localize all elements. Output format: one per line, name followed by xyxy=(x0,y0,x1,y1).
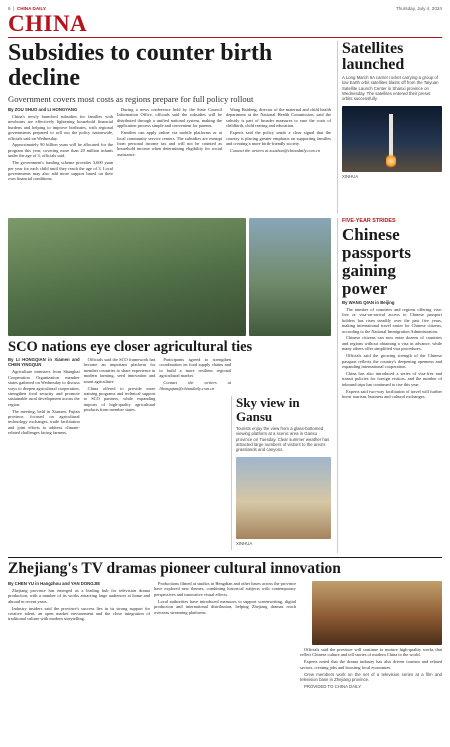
zhejiang-body xyxy=(8,581,442,691)
farm-field-photo[interactable] xyxy=(8,218,246,336)
sco-photos xyxy=(8,218,331,336)
zhejiang-paragraph: Zhejiang province has emerged as a leading hub for television drama production, with a number of its works attracting large audiences at home and abroad in recent years. xyxy=(8,587,150,604)
sco-paragraph: China offered to provide more training programs and technical support to SCO partners, while expanding imports of high-quality agricultural products from member states. xyxy=(83,385,156,413)
sco-paragraph: Officials said the SCO framework has become an important platform for member countries to share experience in modern farming, seed innovation and smart agriculture. xyxy=(83,357,156,384)
sco-story xyxy=(8,218,331,553)
passport-headline[interactable]: Chinese passports gaining power xyxy=(342,225,411,298)
birth-paragraph: China's newly launched subsidies for families with newborns are effectively lightening household financial burdens and helping to improve birthrates, with regional governments prepared to roll out the policy nationwide, officials said on Wednesday. xyxy=(8,113,113,141)
rocket-launch-photo[interactable] xyxy=(342,106,442,172)
passport-paragraph: Experts said two-way facilitation of travel will further boost tourism, business and cultural exchanges. xyxy=(342,388,442,399)
zhejiang-paragraph: Experts noted that the drama industry has also driven tourism and related sectors, creating jobs and boosting local economies. xyxy=(300,659,442,670)
birth-paragraph: During a news conference held by the State Council Information Office, officials said the subsidies will be distributed through a unified national system, making the application process simple and convenient for parents. xyxy=(117,107,222,129)
sco-column-2 xyxy=(84,357,156,437)
zhejiang-story xyxy=(8,560,442,746)
sco-byline: By LI HONGQIAN in Xiamen and CHEN YINGQUN xyxy=(8,357,80,368)
passport-kicker: FIVE-YEAR STRIDES xyxy=(342,218,396,224)
sco-column-1 xyxy=(8,357,80,437)
sky-story xyxy=(231,396,331,550)
zhejiang-paragraph: Local authorities have introduced measures to support screenwriting, digital production and international distribution, helping Zhejiang dramas reach overseas streaming platforms. xyxy=(154,598,296,615)
gansu-sky-photo[interactable] xyxy=(236,457,331,539)
birth-headline[interactable]: Subsidies to counter birth decline xyxy=(8,40,273,91)
zhejiang-credit: PROVIDED TO CHINA DAILY xyxy=(304,683,362,689)
birth-deck: Government covers most costs as regions prepare for full policy rollout xyxy=(8,94,254,104)
masthead: 6 | CHINA DAILY Thursday, July 4, 2024 xyxy=(8,5,442,11)
passport-paragraph: The number of countries and regions offering visa-free or visa-on-arrival access to Chinese passport holders has risen steadily over the past five years, making international travel easier for Chinese citizens, according to the National Immigration Administration. xyxy=(342,306,442,334)
sco-paragraph: Agriculture ministers from Shanghai Cooperation Organization member states gathered on Wednesday to discuss ways to deepen agricultural cooperation, strengthen food security and promote sustainable rural development across the region. xyxy=(8,369,80,407)
birth-paragraph: The government's funding scheme provides 3,600 yuan per year for each child until they reach the age of 3. Local governments may also add more support based on their own financial conditions. xyxy=(8,160,113,182)
birth-story xyxy=(8,41,331,214)
birth-paragraph: Wang Haidong, director of the maternal and child health department at the National Health Commission, said the subsidy is part of broader measures to ease the costs of childbirth, child rearing and education. xyxy=(226,107,331,129)
birth-paragraph: Families can apply online via mobile platforms or at local community service centers. The subsidies are exempt from personal income tax and will not be counted as household income when determining eligibility for social assistance. xyxy=(117,130,222,157)
zhejiang-caption: Crew members work on the set of a television series at a film and television base in Zhejiang province. xyxy=(300,671,442,682)
farm-worker-photo[interactable] xyxy=(249,218,331,336)
sco-paragraph: Participants agreed to strengthen coordination on food supply chains and to build a more resilient regional agricultural market. xyxy=(159,357,232,379)
satellite-caption: A Long March 6A carrier rocket carrying a group of low Earth orbit satellites blasts off from the Taiyuan Satellite Launch Center in Shanxi province on Wednesday. The satellites entered their preset orbits successfully. xyxy=(342,75,439,102)
bottom-band xyxy=(8,557,442,746)
birth-body xyxy=(8,107,331,183)
birth-paragraph: Approximately 90 billion yuan will be allocated for the program this year, covering more than 20 million infants under the age of 3, officials said. xyxy=(8,142,113,159)
issue-date: Thursday, July 4, 2024 xyxy=(395,5,442,11)
sco-paragraph: The meeting, held in Xiamen, Fujian province, focused on agricultural technology exchanges, trade facilitation and joint efforts to address climate-related challenges facing farmers. xyxy=(8,408,80,436)
zhejiang-paragraph: Productions filmed at studios in Hengdian and other bases across the province have explored new themes, combining historical subjects with contemporary perspectives and innovative visual effects. xyxy=(154,581,296,597)
satellite-headline[interactable]: Satellites launched xyxy=(342,40,405,73)
rocket-flame xyxy=(386,154,396,168)
zhejiang-paragraph: Industry insiders said the province's success lies in its strong support for creative talent, an open market environment and the close integration of traditional culture with modern storytelling. xyxy=(8,605,150,622)
page-number: 6 xyxy=(8,5,11,11)
zhejiang-column-1 xyxy=(8,581,150,691)
satellite-credit: XINHUA xyxy=(342,173,359,179)
zhejiang-paragraph: Officials said the province will continue to nurture high-quality works that reflect Chinese culture and tell stories of modern China to the world. xyxy=(300,647,442,658)
birth-column-2 xyxy=(117,107,222,183)
sco-contact: Contact the writers at lihongqian@chinadaily.com.cn xyxy=(159,380,232,391)
sco-headline[interactable]: SCO nations eye closer agricultural ties xyxy=(8,339,253,355)
section-title: CHINA xyxy=(8,12,442,38)
passport-paragraph: Chinese citizens can now enter dozens of countries and regions without obtaining a visa in advance, while many others offer simplified visa procedures. xyxy=(342,335,442,352)
rocket-shape xyxy=(389,114,393,156)
passport-paragraph: Officials said the growing strength of the Chinese passport reflects the country's deepening openness and expanding international cooperation. xyxy=(342,353,442,369)
sky-caption: Tourists enjoy the view from a glass-bottomed viewing platform at a scenic area in Gansu province on Tuesday. Clear summer weather has attracted large numbers of visitors to the area's grasslands and canyons. xyxy=(236,426,330,453)
zhejiang-column-2 xyxy=(154,581,296,691)
birth-contact: Contact the writers at zoushuo@chinadaily.com.cn xyxy=(230,147,320,153)
zhejiang-column-3 xyxy=(300,581,442,691)
top-band xyxy=(8,41,442,214)
zhejiang-headline[interactable]: Zhejiang's TV dramas pioneer cultural innovation xyxy=(8,560,341,577)
passport-story xyxy=(337,218,442,553)
birth-byline: By ZOU SHUO and LI HONGYANG xyxy=(8,107,78,112)
passport-byline: By WANG QIAN in Beijing xyxy=(342,300,395,305)
sky-headline[interactable]: Sky view in Gansu xyxy=(236,395,300,424)
sco-column-3 xyxy=(159,357,231,437)
zhejiang-byline: By CHEN YU in Hangzhou and YAN DONGJIE xyxy=(8,581,101,586)
sco-body xyxy=(8,357,231,437)
passport-paragraph: China has also introduced a series of visa-free and transit policies for foreign visitors, and the number of inbound trips has continued to rise this year. xyxy=(342,370,442,387)
passport-column xyxy=(342,300,442,399)
tv-set-photo[interactable] xyxy=(312,581,442,645)
satellite-story xyxy=(337,41,442,214)
middle-band xyxy=(8,218,442,553)
birth-column-1 xyxy=(8,107,113,183)
birth-paragraph: Experts said the policy sends a clear signal that the country is placing greater emphasis on supporting families and creating a more birth-friendly society. xyxy=(226,130,331,146)
paper-name: CHINA DAILY xyxy=(16,5,46,11)
birth-column-3 xyxy=(226,107,331,183)
sky-credit: XINHUA xyxy=(236,540,253,546)
